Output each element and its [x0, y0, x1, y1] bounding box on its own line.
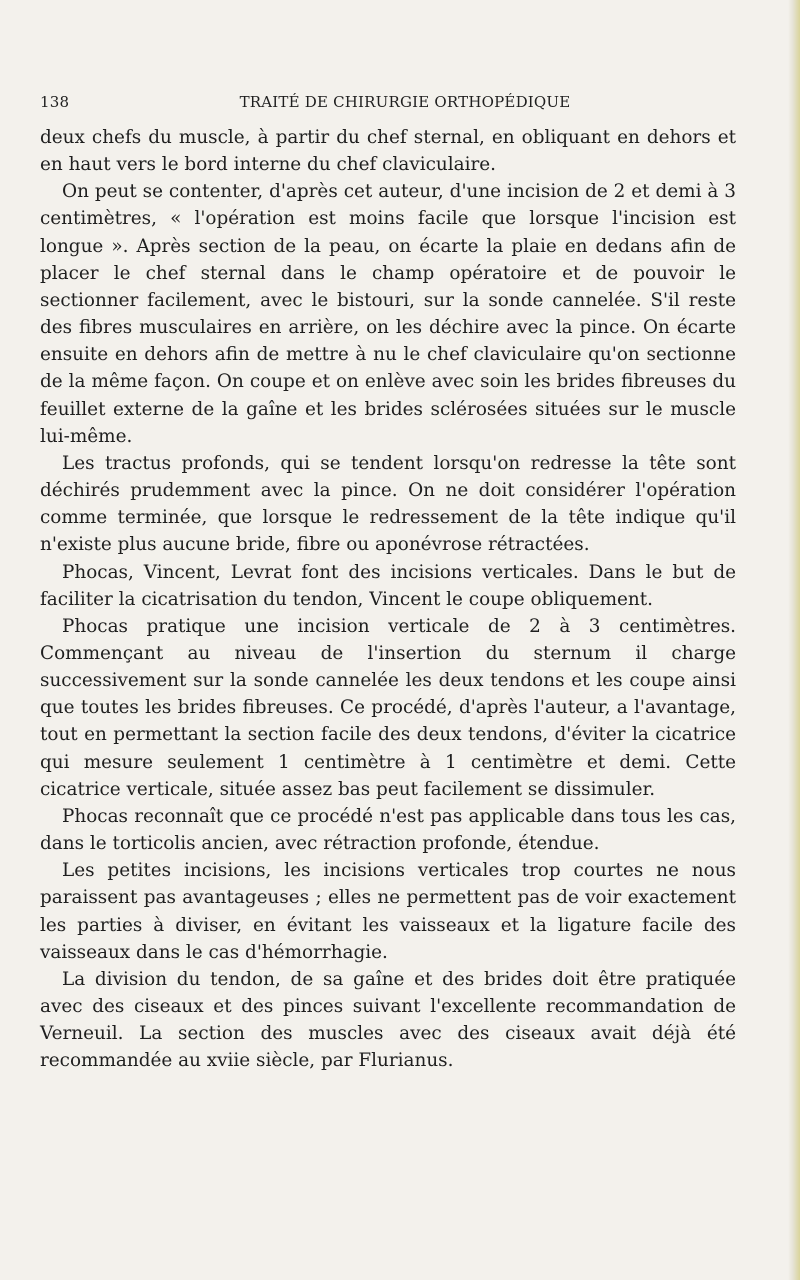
paragraph: deux chefs du muscle, à partir du chef sternal, en obliquant en dehors et en haut vers le bord interne du chef claviculaire. — [40, 127, 736, 176]
paragraph: Phocas pratique une incision verticale de 2 à 3 centimètres. Commençant au niveau de l'insertion du sternum il charge successivement sur la sonde cannelée les deux tendons et les coupe ainsi que toutes les brides fibreuses. Ce procédé, d'après l'auteur, a l'avantage, tout en permettant la section facile des deux tendons, d'éviter la cicatrice qui mesure seulement 1 centimètre à 1 centimètre et demi. Cette cicatrice verticale, située assez bas peut facilement se dissimuler. — [40, 615, 736, 800]
paragraph: On peut se contenter, d'après cet auteur, d'une incision de 2 et demi à 3 centimètres, « l'opération est moins facile que lorsque l'incision est longue ». Après section de la peau, on écarte la plaie en dedans afin de placer le chef sternal dans le champ opératoire et de pouvoir le sectionner facilement, avec le bistouri, sur la sonde cannelée. S'il reste des fibres musculaires en arrière, on les déchire avec la pince. On écarte ensuite en dehors afin de mettre à nu le chef claviculaire qu'on sectionne de la même façon. On coupe et on enlève avec soin les brides fibreuses du feuillet externe de la gaîne et les brides sclérosées situées sur le muscle lui-même. — [40, 181, 736, 447]
paragraph: La division du tendon, de sa gaîne et des brides doit être pratiquée avec des ciseaux et des pinces suivant l'excellente recommandation de Verneuil. La section des muscles avec des ciseaux avait déjà été recommandée au xviie siècle, par Flurianus. — [40, 968, 736, 1072]
paragraph: Les petites incisions, les incisions verticales trop courtes ne nous paraissent pas avantageuses ; elles ne permettent pas de voir exactement les parties à diviser, en évitant les vaisseaux et la ligature facile des vaisseaux dans le cas d'hémorrhagie. — [40, 860, 736, 963]
paragraph: Phocas, Vincent, Levrat font des incisions verticales. Dans le but de faciliter la cicatrisation du tendon, Vincent le coupe obliquement. — [40, 561, 736, 610]
paragraph: Phocas reconnaît que ce procédé n'est pas applicable dans tous les cas, dans le torticolis ancien, avec rétraction profonde, étendue. — [40, 805, 736, 855]
page-header — [40, 93, 740, 117]
body-text — [40, 124, 736, 1074]
page-number: 138 — [40, 93, 70, 111]
running-title: TRAITÉ DE CHIRURGIE ORTHOPÉDIQUE — [239, 93, 571, 111]
paragraph: Les tractus profonds, qui se tendent lorsqu'on redresse la tête sont déchirés prudemment avec la pince. On ne doit considérer l'opération comme terminée, que lorsque le redressement de la tête indique qu'il n'existe plus aucune bride, fibre ou aponévrose rétractées. — [40, 452, 736, 556]
page-edge — [788, 0, 800, 1280]
